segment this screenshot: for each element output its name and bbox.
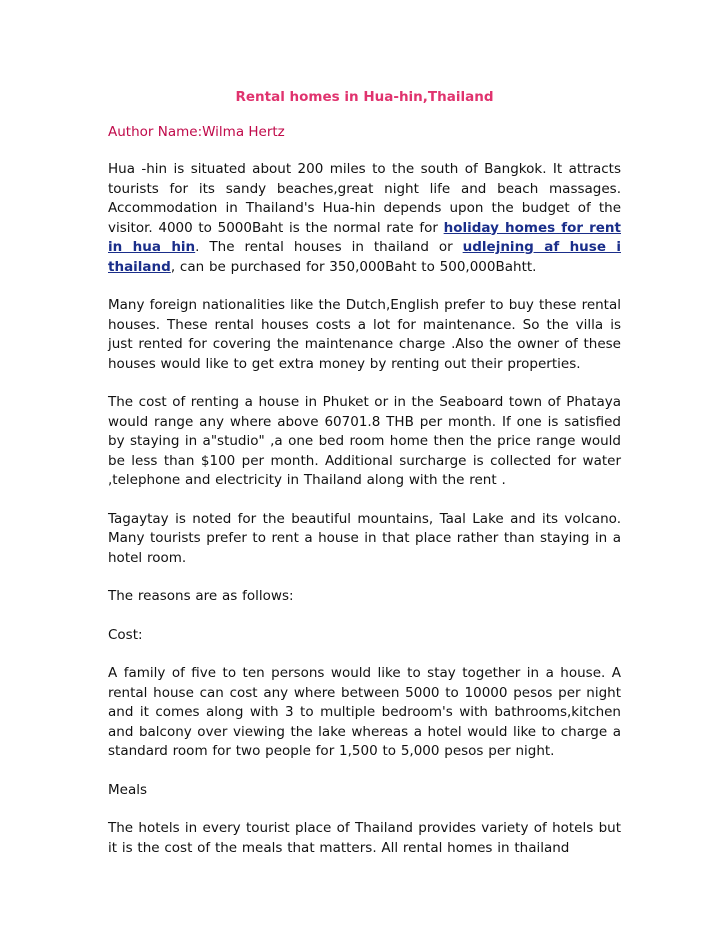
paragraph-text: , can be purchased for 350,000Baht to 500,000Bahtt. (170, 258, 537, 275)
udlejning-link[interactable]: udlejning af huse i thailand (108, 239, 621, 275)
author-name: Author Name:Wilma Hertz (108, 123, 285, 140)
paragraph-renting-cost: The cost of renting a house in Phuket or in the Seaboard town of Phataya would range any where above 60701.8 THB per month. If one is satisfied by staying in a"studio" ,a one bed room home then the price range would be less than $100 per month. Additional surcharge is collected for water ,telephone and electricity in Thailand along with the rent . (108, 394, 621, 488)
heading-meals: Meals (108, 781, 148, 798)
paragraph-reasons: The reasons are as follows: (108, 588, 294, 604)
heading-cost: Cost: (108, 626, 143, 643)
paragraph-family-cost: A family of five to ten persons would like to stay together in a house. A rental house can cost any where between 5000 to 10000 pesos per night and it comes along with 3 to multiple bedroom's with bathrooms,kitchen and balcony over viewing the lake whereas a hotel would like to charge a standard room for two people for 1,500 to 5,000 pesos per night. (108, 665, 621, 759)
paragraph-hotel-meals: The hotels in every tourist place of Thailand provides variety of hotels but it is the cost of the meals that matters. All rental homes in thailand (108, 820, 621, 856)
paragraph-text: Hua -hin is situated about 200 miles to the south of Bangkok. It attracts tourists for its sandy beaches,great night life and beach massages. Accommodation in Thailand's Hua-hin depends upon the budget of the visitor. 4000 to 5000Baht is the normal rate for (108, 161, 621, 236)
paragraph-foreign-nationalities: Many foreign nationalities like the Dutch,English prefer to buy these rental houses. These rental houses costs a lot for maintenance. So the villa is just rented for covering the maintenance charge .Also the owner of these houses would like to get extra money by renting out their properties. (108, 297, 621, 372)
holiday-homes-link[interactable]: holiday homes for rent in hua hin (108, 219, 621, 255)
paragraph-text: . The rental houses in thailand or (195, 239, 463, 255)
document-title: Rental homes in Hua-hin,Thailand (235, 89, 494, 105)
paragraph-tagaytay: Tagaytay is noted for the beautiful mountains, Taal Lake and its volcano. Many tourists prefer to rent a house in that place rather than staying in a hotel room. (108, 510, 621, 566)
document-page (108, 88, 621, 877)
paragraph-intro (108, 160, 621, 277)
